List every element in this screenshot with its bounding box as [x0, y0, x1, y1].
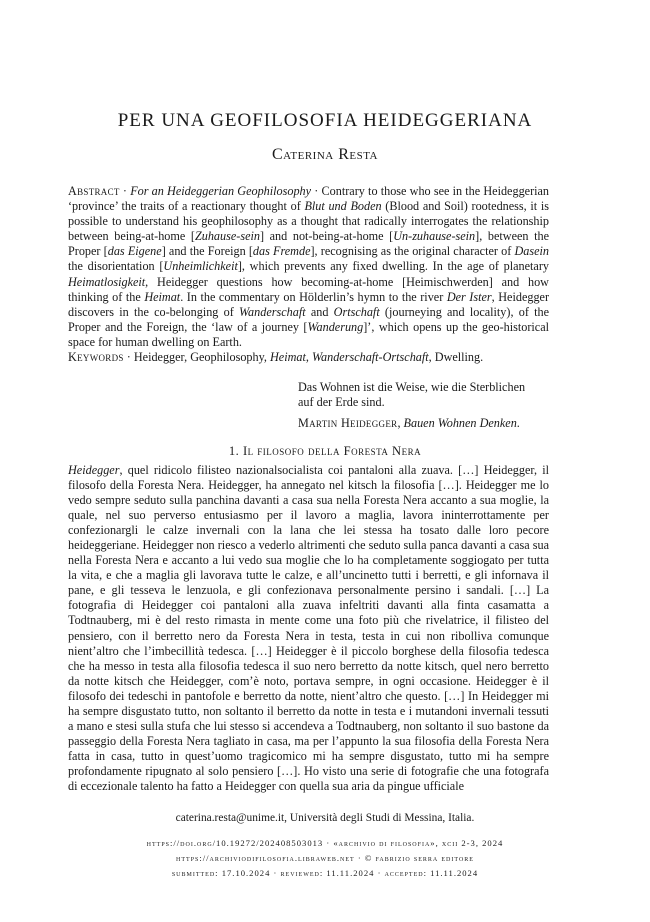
keywords: Keywords · Heidegger, Geophilosophy, Heimat, Wanderschaft-Ortschaft, Dwelling. [68, 350, 484, 364]
epigraph-line-2: auf der Erde sind. [298, 395, 385, 409]
epigraph-author: Martin Heidegger [298, 416, 398, 430]
epigraph [298, 380, 550, 431]
epigraph-work: Bauen Wohnen Denken [403, 416, 517, 430]
article-title: PER UNA GEOFILOSOFIA HEIDEGGERIANA [117, 110, 533, 131]
author-affiliation: caterina.resta@unime.it, Università degli Studi di Messina, Italia. [175, 812, 475, 824]
abstract-label: Abstract [68, 184, 120, 198]
epigraph-source: Martin Heidegger, Bauen Wohnen Denken. [298, 416, 520, 430]
body-text: Heidegger, quel ridicolo filisteo nazionalsocialista coi pantaloni alla zuava. […] Heidegger, il filosofo della Foresta Nera. Heidegger, ha annegato nel kitsch la filosofia […]. Heidegger me lo vedo sempre seduto sulla panchina davanti a casa sua nella Foresta Nera accanto a sua moglie, la quale, nel suo perverso entusiasmo per il lavoro a maglia, lavora ininterrottamente per confezionargli le calze invernali con la lana che lei stessa ha tosato dalle loro pecore heideggeriane. Heidegger non riesco a vederlo altrimenti che seduto sulla panca davanti a casa sua nella Foresta Nera e accanto a lui vedo sua moglie che lo ha completamente soggiogato per tutta la vita, e che a maglia gli lavorava tutte le calze, e all’uncinetto tutti i berretti, e gli infornava il pane, e gli tesseva le lenzuola, e gli confezionava personalmente persino i sandali. […] La fotografia di Heidegger coi pantaloni alla zuava infeltriti davanti alla finta casamatta a Todtnauberg, mi è del resto rimasta in mente come una foto più che rivelatrice, il filisteo del pensiero, con il berretto nero da Foresta Nera in testa, testa in cui non ribolliva comunque nient’altro che l’imbecillità tedesca. […] Heidegger è il piccolo borghese della filosofia tedesca che ha messo in testa alla filosofia tedesca il suo nero berretto da notte kitsch, quel nero berretto da notte kitsch che Heidegger, com’è noto, portava sempre, in ogni occasione. Heidegger è il filosofo dei tedeschi in pantofole e berretto da notte, nient’altro che questo. […] In Heidegger mi ha sempre disgustato tutto, non soltanto il berretto da notte in testa e i mutandoni invernali tessuti a mano e stesi sulla stufa che lui stesso si accendeva a Todtnauberg, non soltanto il suo bastone da passeggio della Foresta Nera tagliato in casa, ma per l’appunto la sua filosofia della Foresta Nera fatta in casa, tutto in quest’uomo tragicomico mi ha sempre disgustato, tutto mi ha sempre profondamente ripugnato al solo pensiero […]. Ho visto una serie di fotografie che una fotografa di eccezionale talento ha fatto a Heidegger con quella sua aria da pingue ufficiale [68, 463, 549, 793]
abstract-english-title: For an Heideggerian Geophilosophy [130, 184, 312, 198]
article-author: Caterina Resta [271, 146, 378, 163]
publisher-line: https://archiviodifilosofia.libraweb.net · © fabrizio serra editore [176, 853, 474, 863]
epigraph-line-1: Das Wohnen ist die Weise, wie die Sterblichen [298, 380, 526, 394]
keywords-label: Keywords [68, 350, 124, 364]
section-heading: 1. Il filosofo della Foresta Nera [228, 444, 422, 458]
dates-line: submitted: 17.10.2024 · reviewed: 11.11.2024 · accepted: 11.11.2024 [171, 868, 479, 878]
abstract: Abstract · For an Heideggerian Geophilosophy · Contrary to those who see in the Heideggerian ‘province’ the traits of a reactionary thought of Blut und Boden (Blood and Soil) rootedness, it is possible to understand his geophilosophy as a thought that radically interrogates the relationship between being-at-home [Zuhause-sein] and not-being-at-home [Un-zuhause-sein], between the Proper [das Eigene] and the Foreign [das Fremde], recognising as the original character of Dasein the disorientation [Unheimlichkeit], which prevents any fixed dwelling. In the age of planetary Heimatlosigkeit, Heidegger questions how becoming-at-home [Heimischwerden] and how thinking of the Heimat. In the commentary on Hölderlin’s hymn to the river Der Ister, Heidegger discovers in the co-belonging of Wanderschaft and Ortschaft (journeying and locality), of the Proper and the Foreign, the ‘law of a journey [Wanderung]’, which opens up the geo-historical space for human dwelling on Earth. [68, 184, 550, 349]
doi-line: https://doi.org/10.19272/202408503013 · «archivio di filosofia», xcii 2-3, 2024 [146, 838, 504, 848]
